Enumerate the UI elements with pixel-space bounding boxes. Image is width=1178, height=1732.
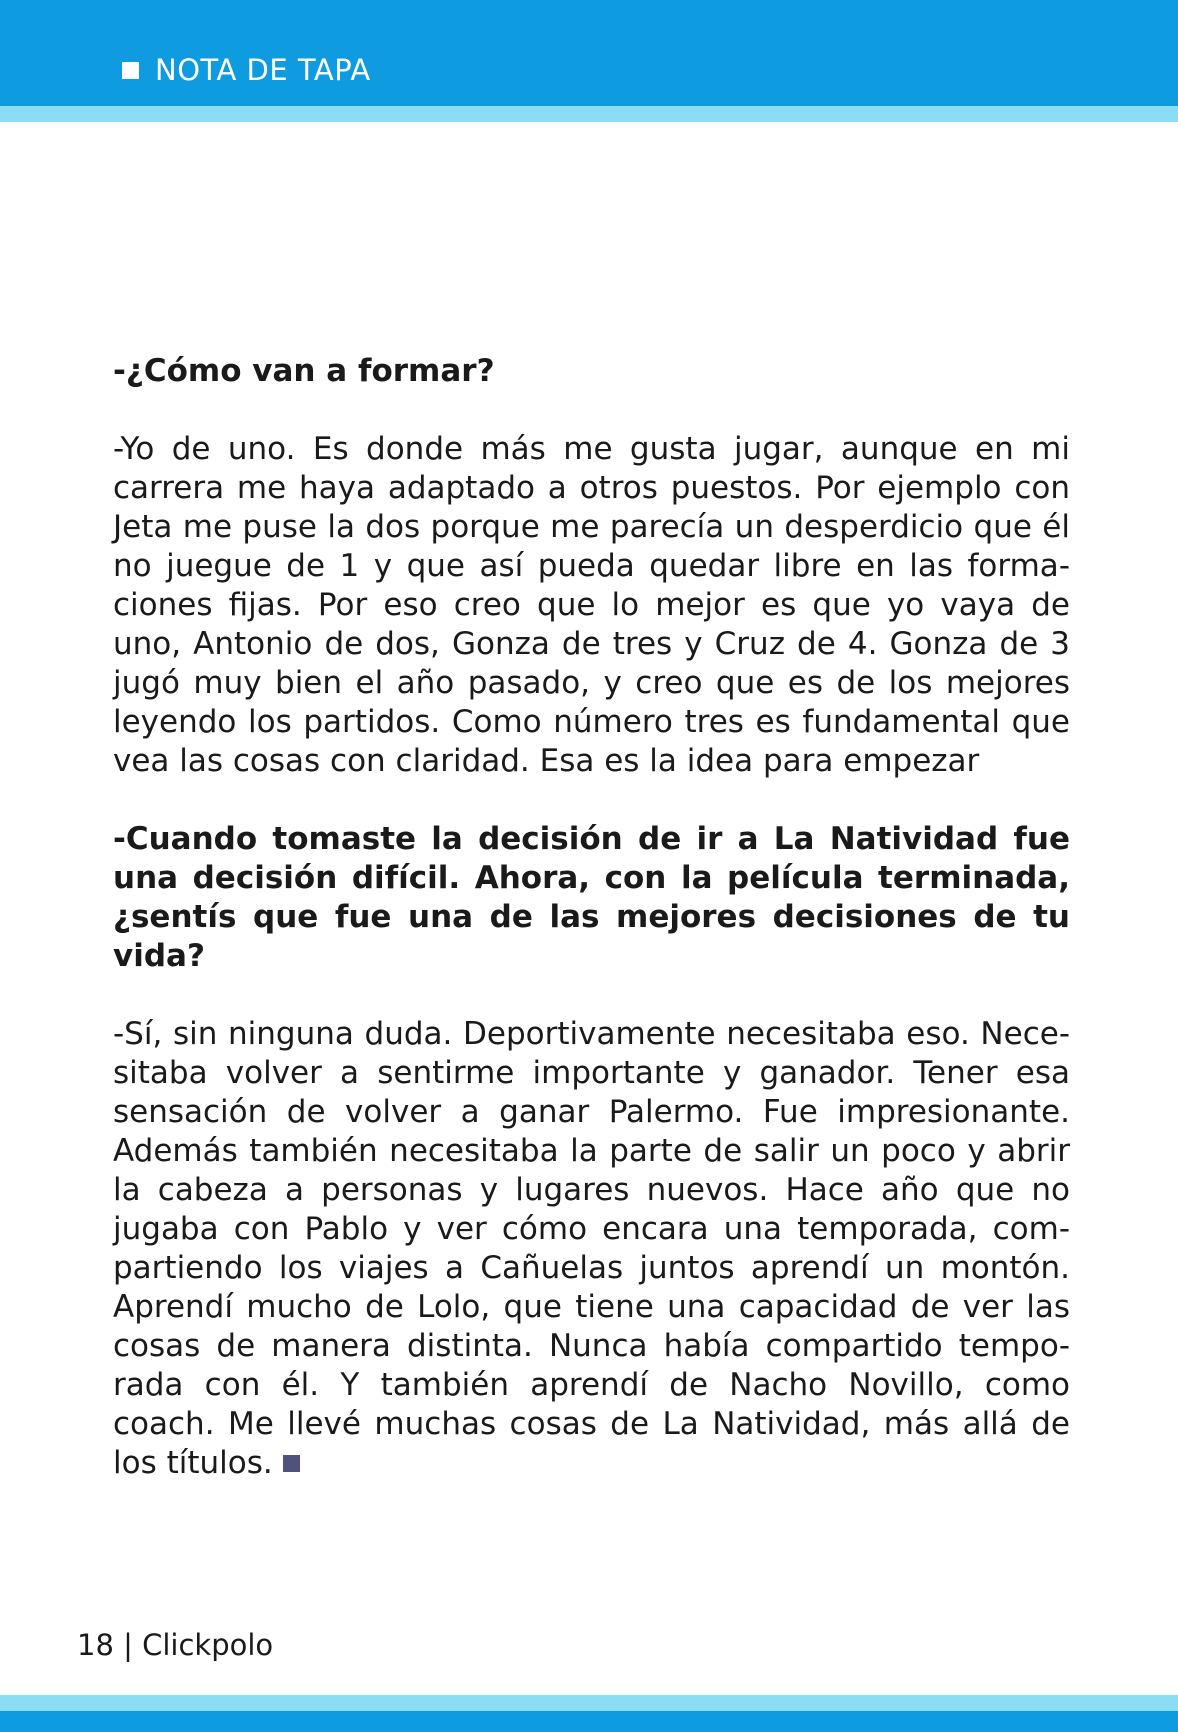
interview-answer: -Yo de uno. Es donde más me gusta jugar, aunque en mi carrera me haya adaptado a otros puestos. Por ejemplo con Jeta me puse la dos porque me parecía un desperdicio que él no juegue de 1 y que así pueda quedar libre en las formaciones fijas. Por eso creo que lo mejor es que yo vaya de uno, Antonio de dos, Gonza de tres y Cruz de 4. Gonza de 3 jugó muy bien el año pasado, y creo que es de los mejores leyendo los partidos. Como número tres es fundamental que vea las cosas con claridad. Esa es la idea para empezar (113, 431, 1070, 779)
footer-stripe (0, 1695, 1178, 1711)
square-bullet-icon (122, 62, 139, 79)
section-label (122, 50, 371, 90)
section-label-text: NOTA DE TAPA (155, 53, 371, 87)
page-footer: 18 | Clickpolo (77, 1628, 274, 1662)
article-body (113, 352, 1070, 1483)
interview-answer-final (113, 1015, 1070, 1483)
header-stripe (0, 106, 1178, 122)
interview-question: -¿Cómo van a formar? (113, 353, 495, 389)
end-of-article-icon (283, 1455, 300, 1472)
interview-question: -Cuando tomaste la decisión de ir a La Natividad fue una decisión difícil. Ahora, con la película terminada, ¿sentís que fue una de las mejores decisiones de tu vida? (113, 821, 1070, 974)
interview-answer-text: -Sí, sin ninguna duda. Deportivamente necesitaba eso. Necesitaba volver a sentirme importante y ganador. Tener esa sensación de volver a ganar Palermo. Fue impresionante. Además también necesitaba la parte de salir un poco y abrir la cabeza a personas y lugares nuevos. Hace año que no jugaba con Pablo y ver cómo encara una temporada, compartiendo los viajes a Cañuelas juntos aprendí un montón. Aprendí mucho de Lolo, que tiene una capacidad de ver las cosas de manera distinta. Nunca había compartido temporada con él. Y también aprendí de Nacho Novillo, como coach. Me llevé muchas cosas de La Natividad, más allá de los títulos. (113, 1016, 1070, 1481)
footer-bar (0, 1711, 1178, 1732)
